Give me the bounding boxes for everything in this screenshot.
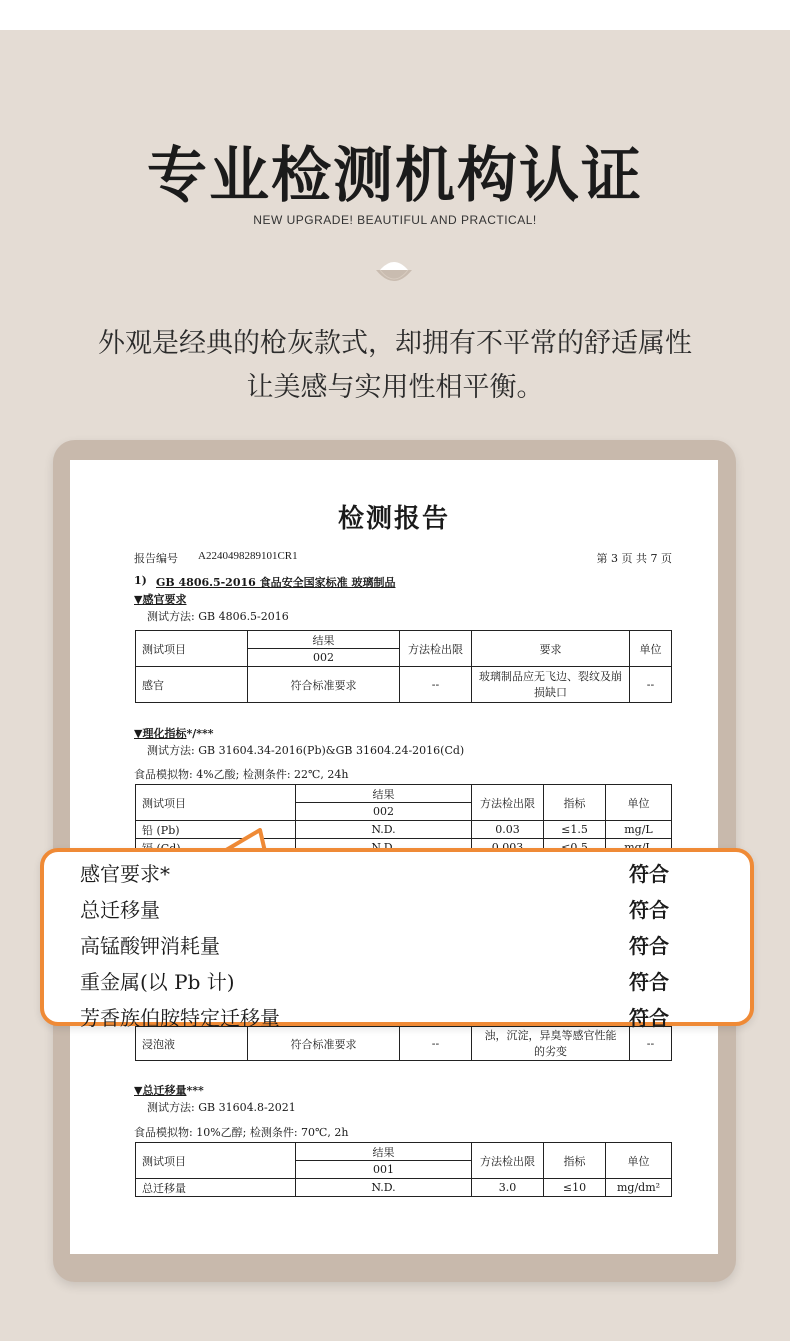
page-subtitle: NEW UPGRADE! BEAUTIFUL AND PRACTICAL!	[253, 213, 537, 227]
table-header: 单位	[606, 785, 672, 821]
page-title: 专业检测机构认证	[147, 141, 643, 211]
top-white-strip	[0, 0, 790, 30]
table-cell: N.D.	[296, 1179, 472, 1197]
table-header: 结果	[296, 1143, 472, 1161]
migration-table	[135, 1142, 672, 1197]
sensory-table	[135, 630, 672, 703]
table-cell: 总迁移量	[136, 1179, 296, 1197]
table-header: 方法检出限	[472, 785, 544, 821]
list-item	[80, 926, 680, 962]
table-header: 方法检出限	[400, 631, 472, 667]
result-value: 符合	[629, 1006, 669, 1030]
table-cell: --	[400, 667, 472, 703]
report-title: 检测报告	[337, 504, 450, 534]
section-number: 1)	[134, 574, 147, 587]
table-cell: mg/L	[606, 821, 672, 839]
result-item-name: 总迁移量	[80, 898, 160, 922]
table-header: 结果	[248, 631, 400, 649]
req-line-1: 浊，沉淀，异臭等感官性能	[484, 1028, 617, 1042]
sensory-heading: ▼感官要求	[134, 593, 187, 606]
table-header: 002	[296, 803, 472, 821]
physchem-heading-text: ▼理化指标	[134, 727, 187, 740]
description-line-1: 外观是经典的枪灰款式，却拥有不平常的舒适属性	[98, 328, 692, 359]
table-header: 结果	[296, 785, 472, 803]
table-header: 单位	[630, 631, 672, 667]
table-header: 要求	[472, 631, 630, 667]
migration-heading-suffix: ***	[186, 1084, 204, 1097]
migration-heading	[134, 1082, 204, 1098]
table-cell: ≤10	[544, 1179, 606, 1197]
table-header: 测试项目	[136, 631, 248, 667]
migration-simulant: 食品模拟物: 10%乙醇; 检测条件: 70℃, 2h	[134, 1126, 349, 1139]
table-cell: mg/dm²	[606, 1179, 672, 1197]
table-header: 测试项目	[136, 785, 296, 821]
table-header: 方法检出限	[472, 1143, 544, 1179]
table-cell: 3.0	[472, 1179, 544, 1197]
result-value: 符合	[629, 934, 669, 958]
sensory-method: 测试方法: GB 4806.5-2016	[147, 610, 289, 623]
table-cell: 浸泡液	[136, 1027, 248, 1061]
table-cell: 感官	[136, 667, 248, 703]
description	[0, 322, 790, 410]
table-header: 单位	[606, 1143, 672, 1179]
divider-ornament-icon	[372, 258, 416, 282]
migration-heading-text: ▼总迁移量	[134, 1084, 187, 1097]
table-header: 002	[248, 649, 400, 667]
report-number: A2240498289101CR1	[198, 550, 298, 562]
table-header: 指标	[544, 785, 606, 821]
result-item-name: 芳香族伯胺特定迁移量	[80, 1006, 280, 1030]
table-cell: N.D.	[296, 821, 472, 839]
req-line-2: 的劣变	[534, 1044, 567, 1058]
table-cell: 玻璃制品应无飞边、裂纹及崩损缺口	[472, 667, 630, 703]
list-item	[80, 962, 680, 998]
result-item-name: 高锰酸钾消耗量	[80, 934, 220, 958]
table-header: 指标	[544, 1143, 606, 1179]
physchem-simulant: 食品模拟物: 4%乙酸; 检测条件: 22℃, 24h	[134, 768, 349, 781]
table-cell: ≤1.5	[544, 821, 606, 839]
table-cell: 符合标准要求	[248, 667, 400, 703]
table-row	[136, 1179, 672, 1197]
migration-method: 测试方法: GB 31604.8-2021	[147, 1101, 296, 1114]
section-standard: GB 4806.5-2016 食品安全国家标准 玻璃制品	[156, 576, 396, 589]
report-number-label: 报告编号	[134, 552, 178, 565]
table-header: 001	[296, 1161, 472, 1179]
result-item-name: 重金属(以 Pb 计)	[80, 970, 235, 994]
physchem-heading-suffix: */***	[186, 727, 214, 740]
list-item	[80, 998, 680, 1034]
list-item	[80, 854, 680, 890]
result-value: 符合	[629, 970, 669, 994]
results-callout	[40, 848, 754, 1030]
table-cell: 符合标准要求	[248, 1027, 400, 1061]
table-cell: 0.03	[472, 821, 544, 839]
result-value: 符合	[629, 862, 669, 886]
table-cell: --	[400, 1027, 472, 1061]
description-line-2: 让美感与实用性相平衡。	[246, 372, 544, 403]
page-info: 第 3 页 共 7 页	[596, 552, 672, 565]
table-cell: --	[630, 667, 672, 703]
result-item-name: 感官要求*	[80, 862, 170, 886]
list-item	[80, 890, 680, 926]
physchem-method: 测试方法: GB 31604.34-2016(Pb)&GB 31604.24-2016(Cd)	[147, 744, 465, 757]
result-value: 符合	[629, 898, 669, 922]
physchem-heading	[134, 725, 214, 741]
table-cell: 铅 (Pb)	[136, 821, 296, 839]
table-header: 测试项目	[136, 1143, 296, 1179]
table-cell: --	[630, 1027, 672, 1061]
